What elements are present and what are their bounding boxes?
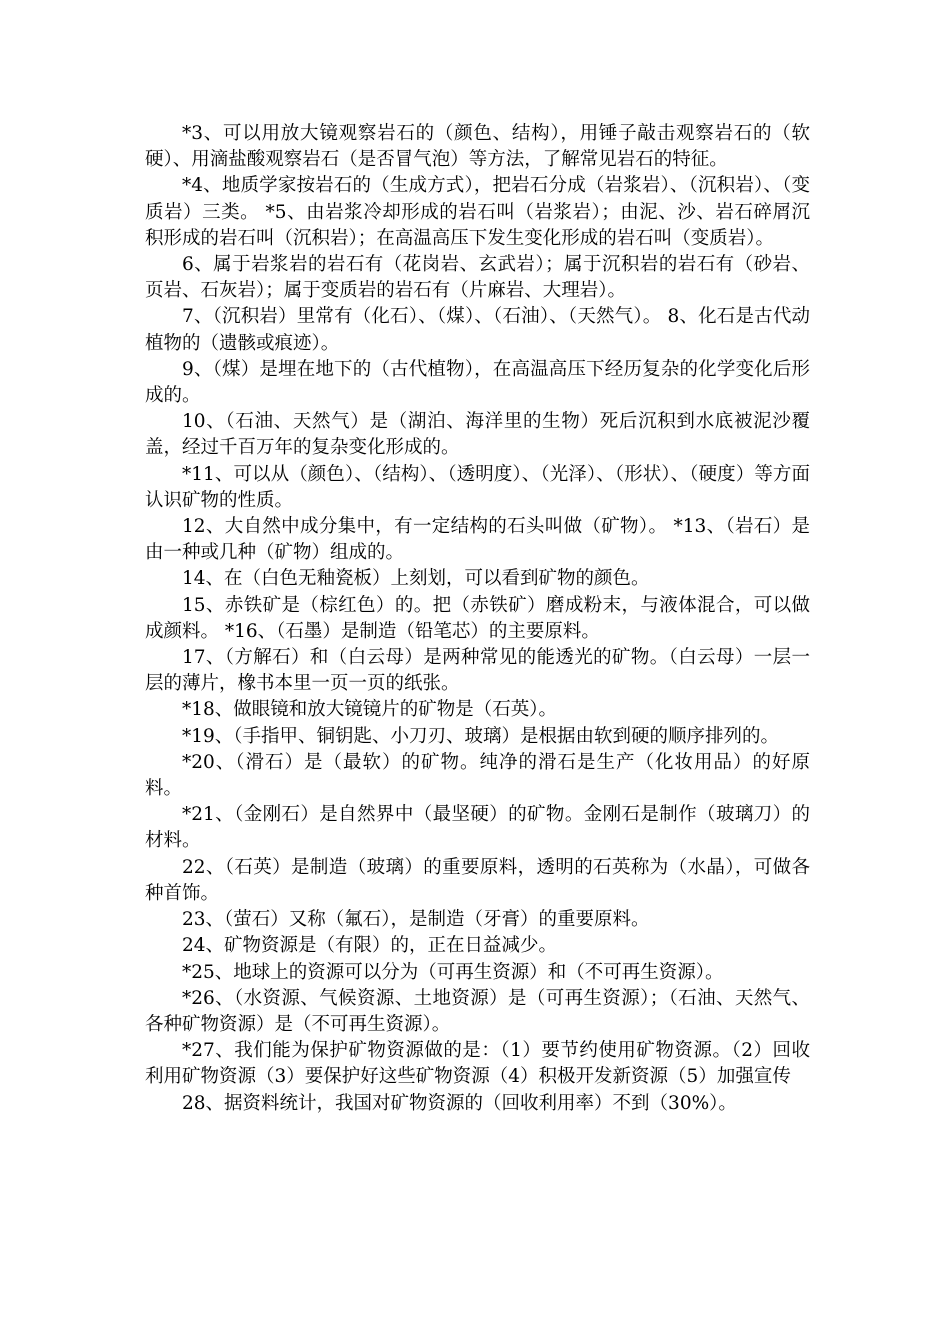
paragraph-6: 6、属于岩浆岩的岩石有（花岗岩、玄武岩）；属于沉积岩的岩石有（砂岩、页岩、石灰岩）；属于变质岩的岩石有（片麻岩、大理岩）。 bbox=[145, 254, 810, 302]
document-page bbox=[145, 121, 810, 1117]
paragraph-26: *26、（水资源、气候资源、土地资源）是（可再生资源）；（石油、天然气、各种矿物资源）是（不可再生资源）。 bbox=[145, 987, 810, 1035]
paragraph-15-16: 15、赤铁矿是（棕红色）的。把（赤铁矿）磨成粉末，与液体混合，可以做成颜料。 *16、（石墨）是制造（铅笔芯）的主要原料。 bbox=[145, 594, 810, 642]
paragraph-18: *18、做眼镜和放大镜镜片的矿物是（石英）。 bbox=[182, 699, 558, 721]
paragraph-21: *21、（金刚石）是自然界中（最坚硬）的矿物。金刚石是制作（玻璃刀）的材料。 bbox=[145, 804, 810, 852]
paragraph-23: 23、（萤石）又称（氟石），是制造（牙膏）的重要原料。 bbox=[182, 909, 650, 931]
paragraph-25: *25、地球上的资源可以分为（可再生资源）和（不可再生资源）。 bbox=[182, 961, 724, 983]
paragraph-27: *27、我们能为保护矿物资源做的是：（1）要节约使用矿物资源。（2）回收利用矿物资源（3）要保护好这些矿物资源（4）积极开发新资源（5）加强宣传 bbox=[145, 1040, 810, 1088]
paragraph-24: 24、矿物资源是（有限）的，正在日益减少。 bbox=[182, 935, 558, 957]
paragraph-10: 10、（石油、天然气）是（湖泊、海洋里的生物）死后沉积到水底被泥沙覆盖，经过千百万年的复杂变化形成的。 bbox=[145, 411, 810, 459]
paragraph-9: 9、（煤）是埋在地下的（古代植物），在高温高压下经历复杂的化学变化后形成的。 bbox=[145, 358, 810, 407]
paragraph-28: 28、据资料统计，我国对矿物资源的（回收利用率）不到（30%）。 bbox=[182, 1092, 737, 1114]
paragraph-17: 17、（方解石）和（白云母）是两种常见的能透光的矿物。（白云母）一层一层的薄片，橡书本里一页一页的纸张。 bbox=[145, 647, 810, 695]
paragraph-3: *3、可以用放大镜观察岩石的（颜色、结构），用锤子敲击观察岩石的（软硬）、用滴盐酸观察岩石（是否冒气泡）等方法，了解常见岩石的特征。 bbox=[145, 123, 810, 171]
paragraph-7-8: 7、（沉积岩）里常有（化石）、（煤）、（石油）、（天然气）。 8、化石是古代动植物的（遗骸或痕迹）。 bbox=[145, 306, 810, 354]
paragraph-4-5: *4、地质学家按岩石的（生成方式），把岩石分成（岩浆岩）、（沉积岩）、（变质岩）三类。 *5、由岩浆冷却形成的岩石叫（岩浆岩）；由泥、沙、岩石碎屑沉积形成的岩石叫（沉积岩）；在高温高压下发生变化形成的岩石叫（变质岩）。 bbox=[145, 175, 810, 249]
paragraph-19: *19、（手指甲、铜钥匙、小刀刃、玻璃）是根据由软到硬的顺序排列的。 bbox=[182, 725, 780, 747]
paragraph-14: 14、在（白色无釉瓷板）上刻划，可以看到矿物的颜色。 bbox=[182, 568, 650, 590]
paragraph-22: 22、（石英）是制造（玻璃）的重要原料，透明的石英称为（水晶），可做各种首饰。 bbox=[145, 856, 810, 904]
paragraph-20: *20、（滑石）是（最软）的矿物。纯净的滑石是生产（化妆用品）的好原料。 bbox=[145, 751, 810, 800]
paragraph-11: *11、可以从（颜色）、（结构）、（透明度）、（光泽）、（形状）、（硬度）等方面认识矿物的性质。 bbox=[145, 463, 810, 511]
paragraph-12-13: 12、大自然中成分集中，有一定结构的石头叫做（矿物）。 *13、（岩石）是由一种或几种（矿物）组成的。 bbox=[145, 516, 810, 564]
